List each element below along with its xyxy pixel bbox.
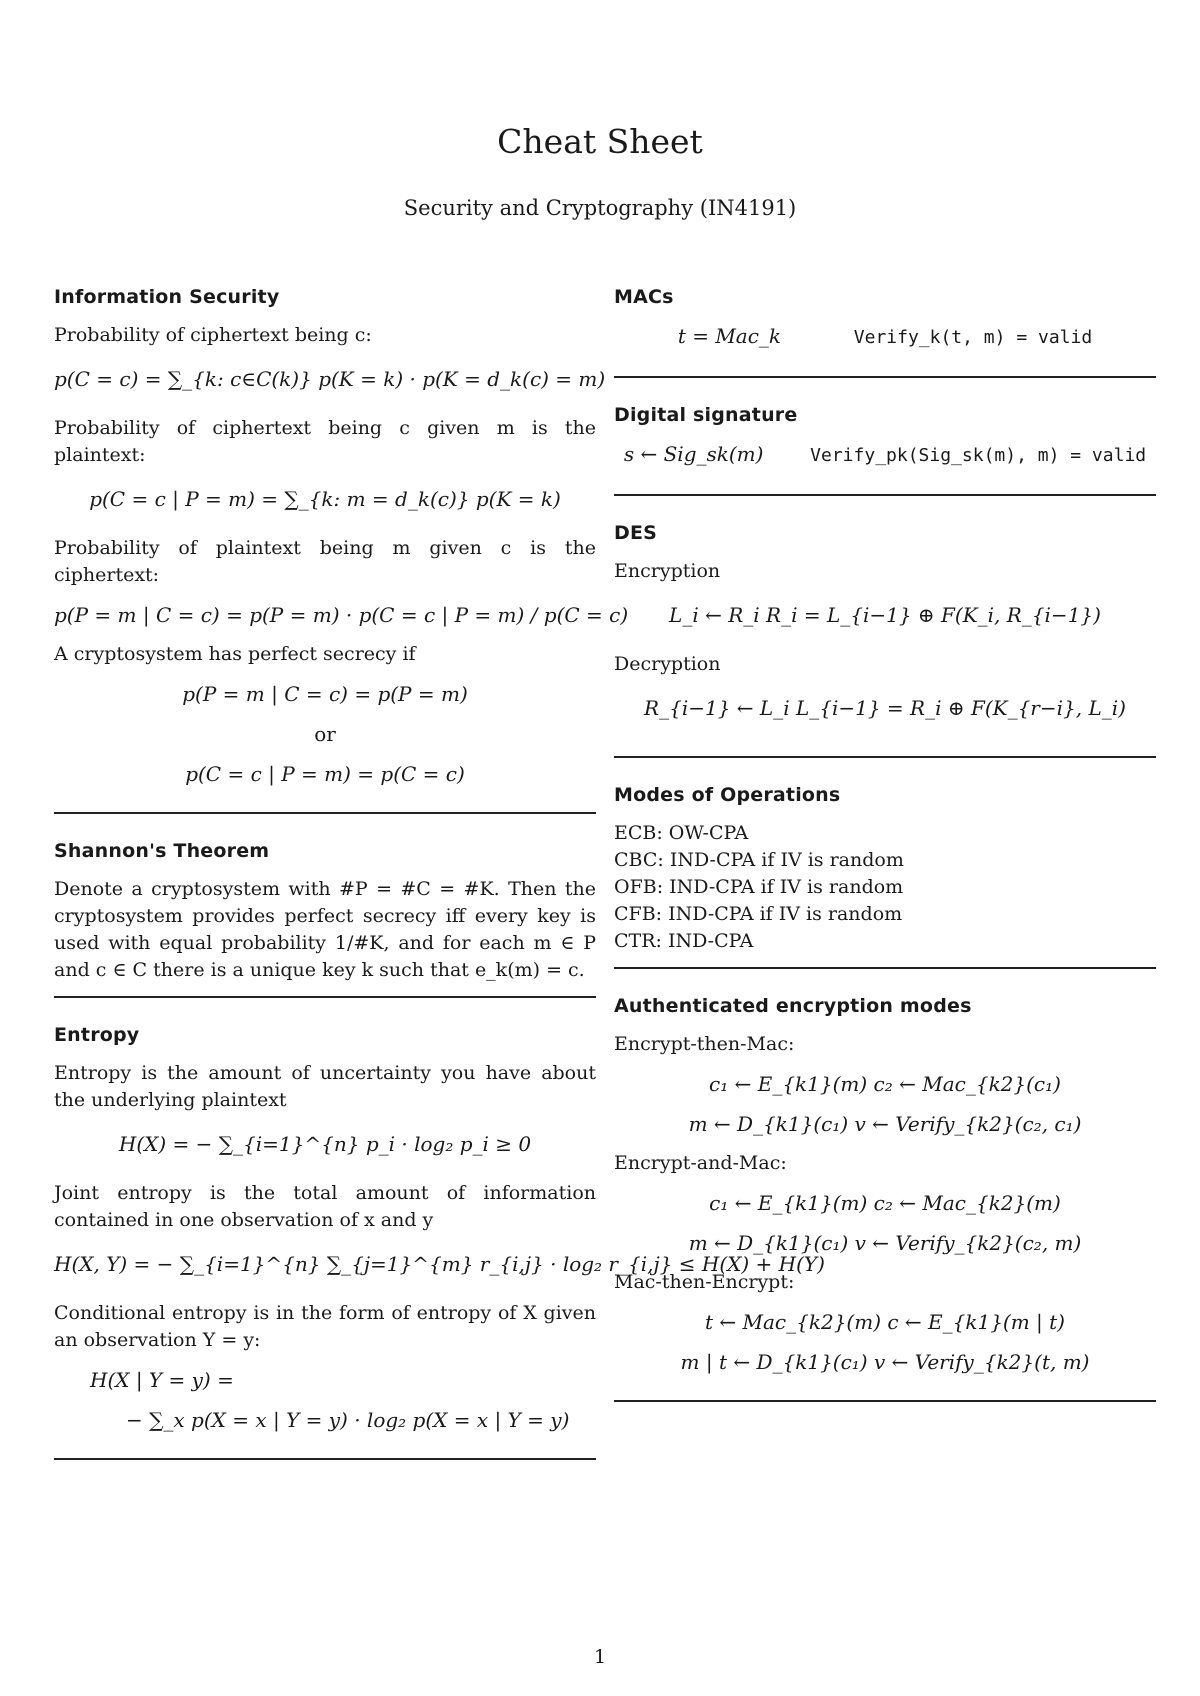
section-heading: Authenticated encryption modes: [614, 995, 972, 1017]
formula: t = Mac_k: [677, 324, 782, 348]
formula: c₁ ← E_{k1}(m) c₂ ← Mac_{k2}(c₁): [709, 1072, 1061, 1096]
list-item: CFB: IND-CPA if IV is random: [614, 903, 903, 925]
list-item: CTR: IND-CPA: [614, 930, 754, 952]
label: Mac-then-Encrypt:: [614, 1271, 795, 1293]
formula: L_i ← R_i R_i = L_{i−1} ⊕ F(K_i, R_{i−1}): [669, 603, 1101, 627]
page-title: Cheat Sheet: [497, 122, 703, 161]
section-digital-signature: [614, 404, 1156, 496]
list-item: OFB: IND-CPA if IV is random: [614, 876, 904, 898]
formula: p(C = c | P = m) = p(C = c): [185, 762, 465, 786]
formula: m ← D_{k1}(c₁) v ← Verify_{k2}(c₂, m): [688, 1231, 1082, 1255]
page-subtitle: Security and Cryptography (IN4191): [403, 196, 797, 220]
or-text: or: [314, 722, 336, 746]
formula-row: [614, 440, 1156, 470]
paragraph: Entropy is the amount of uncertainty you have about the underlying plaintext: [54, 1062, 596, 1111]
section-heading: Modes of Operations: [614, 784, 841, 806]
formula: R_{i−1} ← L_i L_{i−1} = R_i ⊕ F(K_{r−i}, L_i): [644, 696, 1126, 720]
section-heading: MACs: [614, 286, 674, 308]
formula: − ∑_x p(X = x | Y = y) · log₂ p(X = x | Y = y): [126, 1408, 570, 1432]
paragraph: Probability of ciphertext being c given m is the plaintext:: [54, 417, 596, 466]
right-column: [614, 286, 1156, 1402]
section-heading: DES: [614, 522, 658, 544]
page-number: 1: [593, 1646, 607, 1668]
paragraph: Conditional entropy is in the form of entropy of X given an observation Y = y:: [54, 1302, 596, 1351]
section-heading: Information Security: [54, 286, 280, 308]
section-des: [614, 522, 1156, 758]
formula: p(P = m | C = c) = p(P = m) · p(C = c | P = m) / p(C = c): [54, 603, 629, 627]
label: Decryption: [614, 653, 721, 675]
formula: p(C = c) = ∑_{k: c∈C(k)} p(K = k) · p(K = d_k(c) = m): [54, 367, 606, 391]
list-item: CBC: IND-CPA if IV is random: [614, 849, 904, 871]
list-item: ECB: OW-CPA: [614, 822, 749, 844]
paragraph: A cryptosystem has perfect secrecy if: [54, 643, 416, 665]
label: Encrypt-then-Mac:: [614, 1033, 795, 1055]
paragraph: Denote a cryptosystem with #P = #C = #K. Then the cryptosystem provides perfect secrecy iff every key is used with equal probability 1/#K, and for each m ∈ P and c ∈ C there is a unique key k such that e_k(m) = c.: [54, 878, 596, 981]
formula: m | t ← D_{k1}(c₁) v ← Verify_{k2}(t, m): [680, 1350, 1090, 1374]
formula: Verify_k(t, m) = valid: [853, 327, 1093, 348]
formula: c₁ ← E_{k1}(m) c₂ ← Mac_{k2}(m): [709, 1191, 1061, 1215]
section-information-security: [54, 286, 629, 814]
section-heading: Shannon's Theorem: [54, 840, 270, 862]
formula: H(X, Y) = − ∑_{i=1}^{n} ∑_{j=1}^{m} r_{i,j} · log₂ r_{i,j} ≤ H(X) + H(Y): [54, 1252, 825, 1276]
formula: t ← Mac_{k2}(m) c ← E_{k1}(m | t): [705, 1310, 1065, 1334]
formula: Verify_pk(Sig_sk(m), m) = valid: [810, 445, 1147, 466]
paragraph: Probability of ciphertext being c:: [54, 324, 372, 346]
formula-row: [614, 322, 1156, 352]
paragraph: Probability of plaintext being m given c is the ciphertext:: [54, 537, 596, 586]
paragraph: Joint entropy is the total amount of information contained in one observation of x and y: [54, 1182, 596, 1231]
section-heading: Digital signature: [614, 404, 798, 426]
section-heading: Entropy: [54, 1024, 140, 1046]
formula: H(X) = − ∑_{i=1}^{n} p_i · log₂ p_i ≥ 0: [118, 1132, 532, 1156]
section-macs: [614, 286, 1156, 378]
formula: p(C = c | P = m) = ∑_{k: m = d_k(c)} p(K = k): [89, 487, 561, 511]
formula: m ← D_{k1}(c₁) v ← Verify_{k2}(c₂, c₁): [688, 1112, 1082, 1136]
section-authenticated-encryption: [614, 995, 1156, 1402]
section-shannon-theorem: [54, 840, 596, 998]
section-modes-of-operations: [614, 784, 1156, 969]
formula: p(P = m | C = c) = p(P = m): [182, 682, 468, 706]
formula: H(X | Y = y) =: [90, 1368, 234, 1392]
formula: s ← Sig_sk(m): [623, 442, 764, 466]
label: Encrypt-and-Mac:: [614, 1152, 787, 1174]
label: Encryption: [614, 560, 721, 582]
